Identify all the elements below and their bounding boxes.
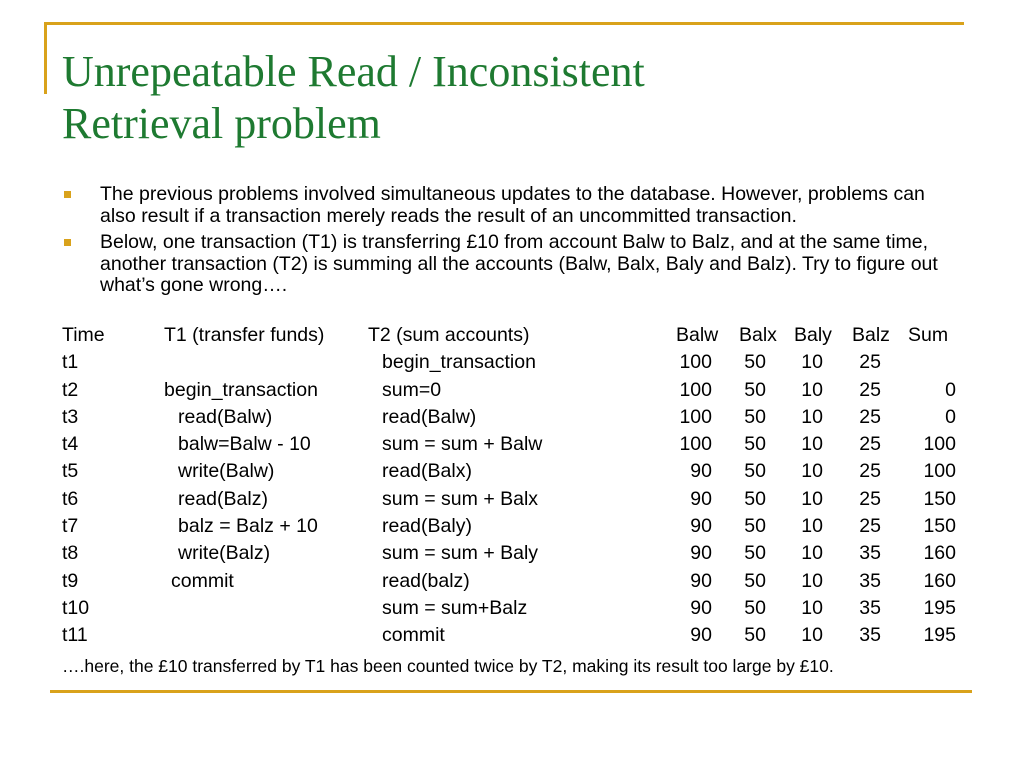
cell-sum: 195 bbox=[923, 596, 956, 619]
cell-t2-operation: sum = sum + Balw bbox=[382, 433, 543, 456]
cell-t1-operation: balw=Balw - 10 bbox=[178, 433, 311, 456]
bullet-text: Below, one transaction (T1) is transferring £10 from account Balw to Balz, and at the same time, another transaction (T2) is summing all the accounts (Balw, Balx, Baly and Balz). Try to figure out what’s gone wrong…. bbox=[100, 231, 938, 296]
table-row bbox=[62, 568, 962, 595]
cell-balx: 50 bbox=[744, 624, 766, 647]
table-row bbox=[62, 404, 962, 431]
table-row bbox=[62, 486, 962, 513]
cell-baly: 10 bbox=[801, 433, 823, 456]
cell-time: t6 bbox=[62, 487, 79, 510]
cell-sum: 100 bbox=[923, 460, 956, 483]
cell-balz: 35 bbox=[859, 569, 881, 592]
cell-t1-operation: write(Balz) bbox=[178, 542, 271, 565]
header-balz: Balz bbox=[852, 324, 890, 346]
cell-balx: 50 bbox=[744, 351, 766, 374]
cell-balw: 90 bbox=[690, 569, 712, 592]
cell-balw: 90 bbox=[690, 542, 712, 565]
cell-time: t11 bbox=[62, 624, 88, 647]
cell-time: t10 bbox=[62, 596, 90, 619]
title-line-2: Retrieval problem bbox=[62, 99, 381, 148]
cell-t1-operation: read(Balw) bbox=[178, 405, 273, 428]
square-bullet-icon bbox=[64, 239, 71, 246]
cell-balx: 50 bbox=[744, 460, 766, 483]
cell-sum: 160 bbox=[923, 569, 956, 592]
table-header-row bbox=[62, 322, 962, 349]
cell-balz: 25 bbox=[859, 433, 881, 456]
cell-balz: 25 bbox=[859, 515, 881, 538]
cell-balz: 25 bbox=[859, 487, 881, 510]
cell-balz: 25 bbox=[859, 378, 881, 401]
cell-balw: 100 bbox=[679, 378, 712, 401]
cell-balz: 25 bbox=[859, 460, 881, 483]
cell-balx: 50 bbox=[744, 569, 766, 592]
cell-time: t4 bbox=[62, 433, 79, 456]
cell-sum: 150 bbox=[923, 487, 956, 510]
cell-sum: 0 bbox=[945, 405, 956, 428]
table-row bbox=[62, 595, 962, 622]
transaction-table bbox=[62, 322, 962, 650]
cell-t2-operation: commit bbox=[382, 624, 445, 647]
left-rule bbox=[44, 22, 47, 94]
cell-t2-operation: sum=0 bbox=[382, 378, 442, 401]
cell-baly: 10 bbox=[801, 569, 823, 592]
cell-baly: 10 bbox=[801, 460, 823, 483]
bullet-item bbox=[62, 232, 962, 297]
cell-t1-operation: begin_transaction bbox=[164, 378, 318, 401]
cell-balx: 50 bbox=[744, 515, 766, 538]
cell-sum: 100 bbox=[923, 433, 956, 456]
table-body bbox=[62, 349, 962, 649]
cell-balw: 100 bbox=[679, 405, 712, 428]
bullet-text: The previous problems involved simultaneous updates to the database. However, problems can also result if a transaction merely reads the result of an uncommitted transaction. bbox=[100, 183, 925, 227]
cell-t1-operation: balz = Balz + 10 bbox=[178, 515, 318, 538]
cell-t2-operation: read(Balx) bbox=[382, 460, 472, 483]
footnote: ….here, the £10 transferred by T1 has been counted twice by T2, making its result too large by £10. bbox=[62, 656, 834, 676]
cell-balz: 35 bbox=[859, 624, 881, 647]
bullet-item bbox=[62, 184, 962, 227]
header-sum: Sum bbox=[908, 324, 949, 346]
cell-time: t3 bbox=[62, 405, 79, 428]
cell-balz: 25 bbox=[859, 405, 881, 428]
cell-balx: 50 bbox=[744, 542, 766, 565]
slide-title bbox=[62, 46, 962, 150]
header-time: Time bbox=[62, 324, 105, 346]
cell-sum: 160 bbox=[923, 542, 956, 565]
cell-balw: 90 bbox=[690, 460, 712, 483]
cell-time: t2 bbox=[62, 378, 79, 401]
cell-baly: 10 bbox=[801, 624, 823, 647]
bottom-rule bbox=[50, 690, 972, 693]
cell-balx: 50 bbox=[744, 596, 766, 619]
table-row bbox=[62, 622, 962, 649]
table-row bbox=[62, 513, 962, 540]
cell-balw: 90 bbox=[690, 487, 712, 510]
cell-t2-operation: sum = sum + Baly bbox=[382, 542, 539, 565]
cell-t2-operation: sum = sum + Balx bbox=[382, 487, 539, 510]
cell-baly: 10 bbox=[801, 596, 823, 619]
table-row bbox=[62, 431, 962, 458]
cell-time: t7 bbox=[62, 515, 79, 538]
cell-balz: 25 bbox=[859, 351, 881, 374]
cell-balx: 50 bbox=[744, 378, 766, 401]
cell-balx: 50 bbox=[744, 487, 766, 510]
cell-t2-operation: read(Balw) bbox=[382, 405, 477, 428]
header-balx: Balx bbox=[739, 324, 777, 346]
cell-t2-operation: read(balz) bbox=[382, 569, 470, 592]
square-bullet-icon bbox=[64, 191, 71, 198]
cell-balz: 35 bbox=[859, 542, 881, 565]
table-row bbox=[62, 377, 962, 404]
cell-balx: 50 bbox=[744, 405, 766, 428]
cell-balw: 100 bbox=[679, 351, 712, 374]
cell-t1-operation: write(Balw) bbox=[178, 460, 275, 483]
cell-time: t5 bbox=[62, 460, 79, 483]
cell-baly: 10 bbox=[801, 351, 823, 374]
cell-balw: 90 bbox=[690, 624, 712, 647]
table-row bbox=[62, 540, 962, 567]
cell-sum: 150 bbox=[923, 515, 956, 538]
cell-time: t8 bbox=[62, 542, 79, 565]
cell-t2-operation: read(Baly) bbox=[382, 515, 472, 538]
cell-balw: 90 bbox=[690, 515, 712, 538]
cell-balx: 50 bbox=[744, 433, 766, 456]
cell-t1-operation: read(Balz) bbox=[178, 487, 268, 510]
cell-baly: 10 bbox=[801, 542, 823, 565]
cell-baly: 10 bbox=[801, 487, 823, 510]
cell-sum: 195 bbox=[923, 624, 956, 647]
header-balw: Balw bbox=[676, 324, 719, 346]
table-row bbox=[62, 349, 962, 376]
header-baly: Baly bbox=[794, 324, 832, 346]
cell-baly: 10 bbox=[801, 378, 823, 401]
top-rule bbox=[44, 22, 964, 25]
cell-balw: 90 bbox=[690, 596, 712, 619]
cell-t2-operation: begin_transaction bbox=[382, 351, 536, 374]
bullet-list bbox=[62, 184, 962, 302]
cell-time: t1 bbox=[62, 351, 79, 374]
header-t2: T2 (sum accounts) bbox=[368, 324, 530, 346]
cell-baly: 10 bbox=[801, 405, 823, 428]
cell-balw: 100 bbox=[679, 433, 712, 456]
cell-t1-operation: commit bbox=[171, 569, 234, 592]
cell-baly: 10 bbox=[801, 515, 823, 538]
table-row bbox=[62, 458, 962, 485]
title-line-1: Unrepeatable Read / Inconsistent bbox=[62, 47, 645, 96]
cell-balz: 35 bbox=[859, 596, 881, 619]
cell-t2-operation: sum = sum+Balz bbox=[382, 596, 528, 619]
header-t1: T1 (transfer funds) bbox=[164, 324, 325, 346]
cell-sum: 0 bbox=[945, 378, 956, 401]
cell-time: t9 bbox=[62, 569, 79, 592]
